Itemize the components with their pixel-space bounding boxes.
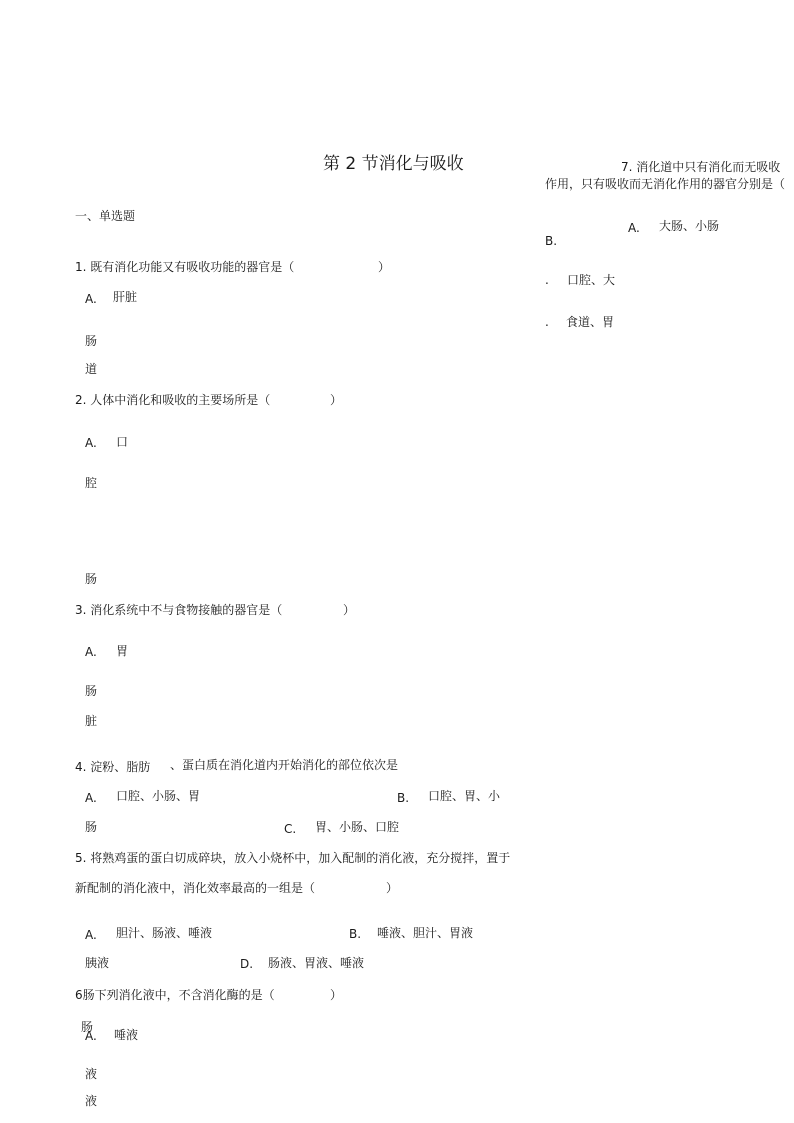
- question-5-stem: 5. 将熟鸡蛋的蛋白切成碎块，放入小烧杯中，加入配制的消化液，充分搅拌，置于: [75, 851, 511, 865]
- question-5-option-a-letter: A.: [85, 928, 97, 942]
- question-5-option-d-letter: D.: [240, 957, 254, 971]
- question-3-fragment: 脏: [85, 714, 98, 728]
- question-1-fragment: 道: [85, 362, 98, 376]
- question-5-option-d-text: 肠液、胃液、唾液: [268, 956, 365, 970]
- question-4-stem: 4. 淀粉、脂肪: [75, 760, 151, 774]
- question-1-fragment: 肠: [85, 334, 98, 348]
- question-6-fragment: 液: [85, 1067, 98, 1081]
- question-7-stem: 7. 消化道中只有消化而无吸收: [621, 160, 781, 174]
- question-6-paren: ）: [330, 988, 343, 1002]
- question-2-option-a-text: 口: [116, 435, 129, 449]
- question-3-paren: ）: [343, 603, 356, 617]
- question-2-fragment: 腔: [85, 476, 98, 490]
- question-3-option-a-text: 胃: [116, 644, 129, 658]
- question-7-option-a-letter: A.: [628, 221, 640, 235]
- question-4-option-c-letter: C.: [284, 822, 297, 836]
- question-1-option-a-text: 肝脏: [113, 290, 138, 304]
- question-4-option-b-text: 口腔、胃、小: [428, 789, 501, 803]
- question-2-stem: 2. 人体中消化和吸收的主要场所是（: [75, 393, 271, 407]
- question-7-option-b-letter: B.: [545, 234, 558, 248]
- question-7-fragment-dot: .: [545, 273, 549, 287]
- question-7-fragment-dot: .: [545, 315, 549, 329]
- question-3-fragment: 肠: [85, 684, 98, 698]
- question-6-fragment: 液: [85, 1094, 98, 1108]
- question-5-option-a-text: 胆汁、肠液、唾液: [116, 926, 213, 940]
- question-4-option-a-text: 口腔、小肠、胃: [116, 789, 201, 803]
- question-4-option-b-letter: B.: [397, 791, 410, 805]
- question-6-fragment: 肠: [81, 1020, 94, 1034]
- question-4-option-a-letter: A.: [85, 791, 97, 805]
- question-3-stem: 3. 消化系统中不与食物接触的器官是（: [75, 603, 283, 617]
- question-7-option-a-text: 大肠、小肠: [659, 219, 720, 233]
- question-2-option-a-letter: A.: [85, 436, 97, 450]
- question-2-fragment: 肠: [85, 572, 98, 586]
- question-5-stem: 新配制的消化液中，消化效率最高的一组是（: [75, 881, 316, 895]
- question-5-paren: ）: [386, 881, 399, 895]
- question-5-option-b-text: 唾液、胆汁、胃液: [377, 926, 474, 940]
- question-7-fragment: 口腔、大: [567, 273, 616, 287]
- question-6-option-a-letter: A.: [85, 1029, 97, 1043]
- question-1-stem: 1. 既有消化功能又有吸收功能的器官是（: [75, 260, 295, 274]
- question-1-paren: ）: [378, 260, 391, 274]
- question-1-option-a-letter: A.: [85, 292, 97, 306]
- page-title: 第 2 节消化与吸收: [323, 154, 464, 174]
- question-4-stem: 、蛋白质在消化道内开始消化的部位依次是: [170, 758, 399, 772]
- question-3-option-a-letter: A.: [85, 645, 97, 659]
- question-7-fragment: 食道、胃: [566, 315, 615, 329]
- section-heading: 一、单选题: [75, 209, 136, 223]
- question-4-option-c-text: 胃、小肠、口腔: [315, 820, 400, 834]
- question-2-paren: ）: [330, 393, 343, 407]
- question-6-option-a-text: 唾液: [114, 1028, 139, 1042]
- question-7-stem: 作用，只有吸收而无消化作用的器官分别是（: [545, 177, 786, 191]
- question-5-fragment: 胰液: [85, 956, 110, 970]
- question-4-fragment: 肠: [85, 820, 98, 834]
- question-6-stem: 6肠下列消化液中，不含消化酶的是（: [75, 988, 275, 1002]
- question-5-option-b-letter: B.: [349, 927, 362, 941]
